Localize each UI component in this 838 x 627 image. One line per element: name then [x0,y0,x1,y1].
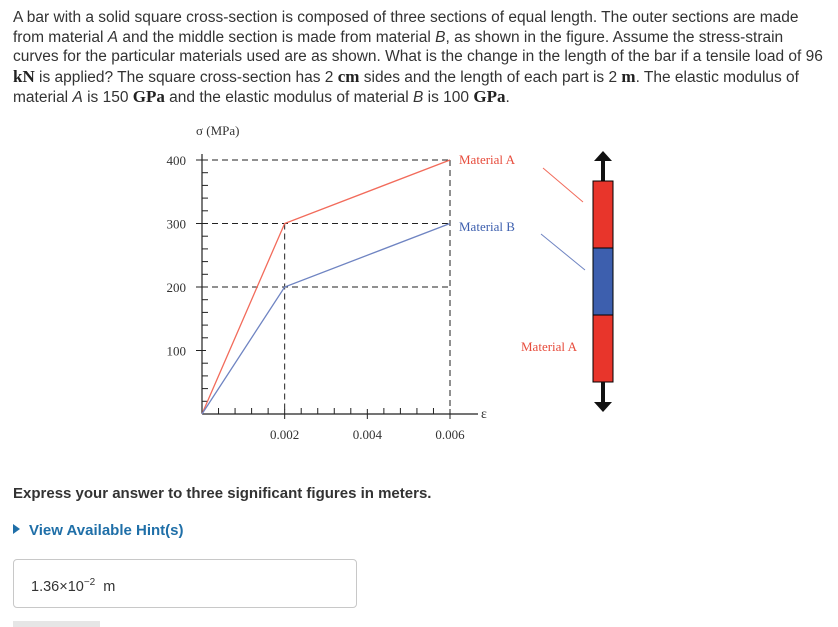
y-axis-label: σ (MPa) [196,123,240,138]
material-b-pointer [541,234,585,270]
hint-label: View Available Hint(s) [29,522,184,539]
x-tick-label: 0.006 [435,427,465,442]
submit-button-partial[interactable] [13,621,100,627]
answer-value: $1.36\times 10^{-2}$ m [31,577,116,595]
stress-strain-chart [0,120,838,460]
material-a-pointer [543,168,583,202]
series-line-material-b [202,224,450,415]
y-tick-label: 400 [166,153,186,168]
x-axis-label: ε [481,407,487,422]
material-b-curve-label: Material B [459,219,515,234]
y-tick-label: 300 [166,216,186,232]
tension-arrow-bottom-icon [594,402,612,412]
stress-strain-figure [0,120,838,460]
answer-input[interactable] [13,559,357,608]
tension-arrow-top-icon [594,151,612,161]
bar-section-a-top [593,181,613,248]
bar-section-a-bottom [593,315,613,382]
bar-diagram [593,151,613,412]
x-tick-label: 0.002 [270,427,300,442]
answer-instructions: Express your answer to three significant figures in meters. [13,485,432,502]
y-tick-label: 200 [166,280,186,295]
view-hints-link[interactable] [13,522,184,539]
problem-statement: A bar with a solid square cross-section is composed of three sections of equal length. The outer sections are made from material A and the middle section is made from material B, as shown in the figure. Assume the stress-strain curves for the particular materials used are as shown. What is the change in the length of the bar if a tensile load of 96 kN is applied? The square cross-section has 2 cm sides and the length of each part is 2 m. The elastic modulus of material A is 150 GPa and the elastic modulus of material B is 100 GPa. [13,9,823,106]
y-tick-label: 100 [166,343,186,359]
bar-section-b-middle [593,248,613,315]
material-a-curve-label: Material A [459,152,515,167]
bar-material-a-label: Material A [521,339,577,354]
expand-triangle-icon [13,524,20,534]
x-tick-label: 0.004 [352,427,382,442]
